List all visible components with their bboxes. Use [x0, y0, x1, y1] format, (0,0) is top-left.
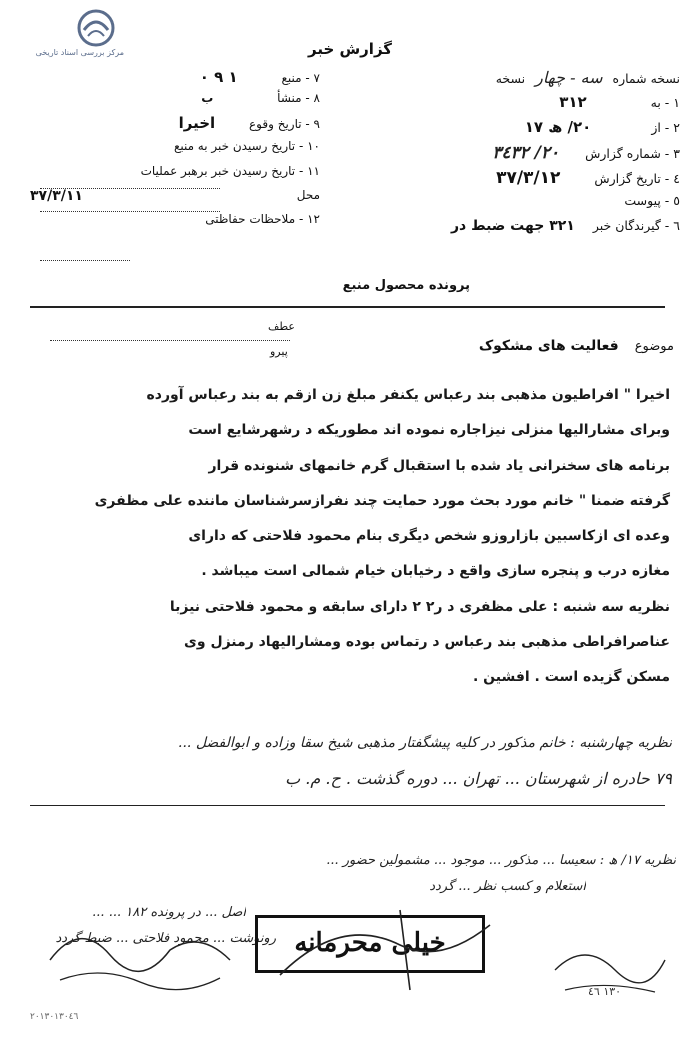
stamp-text: خیلی محرمانه [294, 928, 446, 958]
field-occurrence-date: ٩ - تاریخ وقوع اخیرا [178, 114, 320, 132]
field-copy-number: نسخه شماره سه - چهار نسخه [495, 68, 680, 87]
body-line: عناصرافراطی مذهبی بند رعباس د رتماس بوده ومشارالیهاد رمنزل وی [184, 634, 670, 651]
body-line: مسکن گزیده است . افشین . [472, 669, 670, 686]
body-line: وعده ای ازکاسبین بازاروزو شخص دیگری بنام محمود فلاحتی که دارای [188, 528, 670, 545]
body-line: برنامه های سخنرانی یاد شده با استقبال گرم خانمهای شنونده قرار [208, 457, 670, 474]
report-body [40, 378, 670, 696]
field-source-receipt-date: ١٠ - تاریخ رسیدن خبر به منبع [173, 139, 320, 153]
field-security-notes: ١٢ - ملاحظات حفاظتی [205, 212, 320, 226]
field-report-date: ٤ - تاریخ گزارش ٣٧/٣/١٢ [496, 168, 680, 188]
field-place: محل ٣٧/٣/١١ [30, 188, 320, 204]
body-line: گرفته ضمنا " خانم مورد بحث مورد حمایت چند نفرازسرشناسان ماننده علی مظفری [94, 492, 670, 509]
field-to: ١ - به ٣١٢ [559, 93, 680, 111]
field-source: ٧ - منبع ١ ٩ ٠ [199, 68, 320, 86]
fields-right [380, 68, 680, 243]
subject-value: فعالیت های مشکوک [478, 338, 619, 354]
atf-line [50, 340, 290, 341]
initials-scribble [545, 930, 675, 1010]
signature-scribble [40, 900, 240, 1000]
field-report-number: ٣ - شماره گزارش ٢٠/ ٣٤٣٢ [492, 143, 680, 163]
watermark [8, 8, 128, 58]
body-line: مغازه درب و پنجره سازی واقع د رخیابان خیام شمالی است میباشد . [201, 563, 670, 580]
peyro-label: پیرو [270, 345, 288, 358]
atf-label: عطف [268, 320, 295, 333]
handwritten-note-2: نظریه ١٧/ ھ : سعیسا ... مذکور ... موجود ... مشمولین حضور ... استعلام و کسب نظر ... گردد اصل ... در پرونده ١٨٢ ... ... رونوشت ... محمود فلاحتی ... ضبط گردد [55, 853, 676, 946]
subject-label: موضوع [634, 339, 674, 354]
field-recipients: ٦ - گیرندگان خبر ٣٢١ جهت ضبط در [450, 218, 680, 234]
field-from: ٢ - از ٢٠/ ھ ١٧ [524, 118, 680, 136]
footer-code: ٢٠١٣٠١٣٠٤٦ [30, 1012, 79, 1022]
leader-line [40, 211, 220, 212]
stamp-scribble [250, 905, 510, 995]
report-title: گزارش خبر [307, 40, 393, 58]
subject-row [374, 338, 674, 354]
body-line: نظریه سه شنبه : علی مظفری د ر٢ ٢ دارای سابقه و محمود فلاحتی نیزبا [169, 598, 670, 615]
dossier-line: پرونده محصول منبع [342, 278, 470, 293]
note-divider [30, 805, 665, 806]
watermark-text: مرکز بررسی اسناد تاریخی [35, 48, 124, 57]
field-handler-receipt-date: ١١ - تاریخ رسیدن خبر برهبر عملیات [140, 164, 320, 178]
leader-line [40, 260, 130, 261]
field-attachment: ٥ - پیوست [624, 193, 680, 208]
archive-logo-icon [74, 8, 118, 48]
field-origin: ٨ - منشأ ب [201, 91, 320, 105]
body-line: وبرای مشارالیها منزلی نیزاجاره نموده اند مطوریکه د رشهرشایع است [188, 422, 670, 439]
body-line: اخیرا " افراطیون مذهبی بند رعباس یکنفر مبلغ زن ازقم به بند رعباس آورده [146, 387, 670, 403]
leader-line [40, 188, 220, 189]
footer-archive-number: ١٣٠ ٤٦ [588, 985, 622, 998]
handwritten-note-1: نظریه چهارشنبه : خانم مذکور در کلیه پیشگفتار مذهبی شیخ سقا وزاده و ابوالفضل ... ٧٩ حادره از شهرستان ... تهران ... دوره گذشت . ح. م. ب [178, 735, 672, 788]
header-divider [30, 306, 665, 308]
